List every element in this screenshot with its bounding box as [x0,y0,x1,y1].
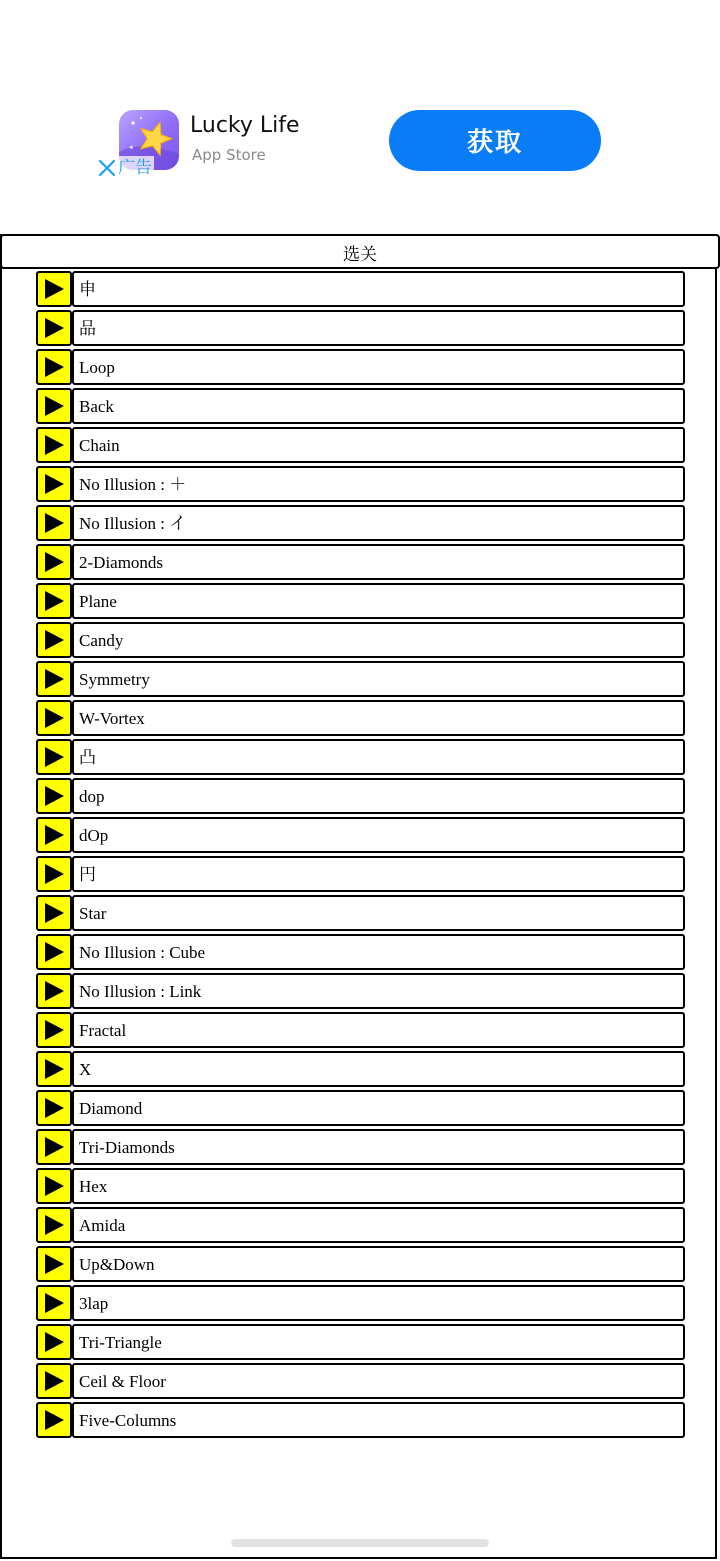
level-name-box[interactable] [72,1012,685,1048]
play-button[interactable] [36,934,72,970]
level-row [36,856,685,892]
level-name: Diamond [79,1098,143,1118]
level-name-box[interactable] [72,661,685,697]
level-name-box[interactable] [72,934,685,970]
level-row [36,1363,685,1399]
level-name-box[interactable] [72,349,685,385]
ad-app-name[interactable]: Lucky Life [190,113,300,138]
level-row [36,1246,685,1282]
level-row [36,1324,685,1360]
level-name-box[interactable] [72,778,685,814]
play-button[interactable] [36,700,72,736]
level-name-box[interactable] [72,1090,685,1126]
level-row [36,583,685,619]
play-button[interactable] [36,1129,72,1165]
level-name: No Illusion : Cube [79,942,206,962]
play-button[interactable] [36,1168,72,1204]
ad-label: 广告 [118,158,152,178]
level-name: X [79,1059,92,1079]
level-name: No Illusion : イ [79,513,187,533]
level-name-box[interactable] [72,505,685,541]
level-name-box[interactable] [72,271,685,307]
level-row [36,700,685,736]
play-button[interactable] [36,778,72,814]
ad-close-button[interactable] [96,156,154,180]
level-name: No Illusion : ＋ [79,474,187,494]
level-name: Fractal [79,1020,127,1040]
level-name: No Illusion : Link [79,981,202,1001]
level-name: 2-Diamonds [79,552,164,572]
level-name: Plane [79,591,117,611]
level-row [36,388,685,424]
level-row [36,895,685,931]
level-name-box[interactable] [72,583,685,619]
level-row [36,739,685,775]
level-name: dop [79,786,105,806]
play-button[interactable] [36,1207,72,1243]
play-button[interactable] [36,1324,72,1360]
play-icon [43,434,65,456]
play-button[interactable] [36,544,72,580]
play-icon [43,1058,65,1080]
level-name: Symmetry [79,669,150,689]
level-row [36,973,685,1009]
play-button[interactable] [36,271,72,307]
play-icon [43,863,65,885]
level-name-box[interactable] [72,1207,685,1243]
level-row [36,1012,685,1048]
level-row [36,1129,685,1165]
play-icon [43,590,65,612]
level-name-box[interactable] [72,1402,685,1438]
play-button[interactable] [36,1285,72,1321]
level-row [36,661,685,697]
play-icon [43,1370,65,1392]
play-button[interactable] [36,661,72,697]
play-icon [43,746,65,768]
level-name: 凸 [79,747,96,767]
play-icon [43,1331,65,1353]
play-icon [43,1097,65,1119]
level-name-box[interactable] [72,1324,685,1360]
play-icon [43,668,65,690]
play-button[interactable] [36,856,72,892]
level-row [36,1051,685,1087]
play-button[interactable] [36,622,72,658]
play-icon [43,824,65,846]
play-button[interactable] [36,895,72,931]
level-name-box[interactable] [72,1246,685,1282]
level-name-box[interactable] [72,1285,685,1321]
level-name-box[interactable] [72,856,685,892]
play-icon [43,707,65,729]
level-name-box[interactable] [72,310,685,346]
play-button[interactable] [36,505,72,541]
level-row [36,622,685,658]
level-row [36,1207,685,1243]
level-name-box[interactable] [72,817,685,853]
level-name-box[interactable] [72,1168,685,1204]
level-name: dOp [79,825,109,845]
play-button[interactable] [36,973,72,1009]
play-icon [43,1253,65,1275]
level-name: Star [79,903,107,923]
play-button[interactable] [36,310,72,346]
level-row [36,778,685,814]
level-row [36,349,685,385]
level-name: 申 [79,279,96,299]
play-icon [43,356,65,378]
level-row [36,817,685,853]
level-name-box[interactable] [72,427,685,463]
play-button[interactable] [36,466,72,502]
home-indicator[interactable] [231,1539,489,1547]
play-icon [43,980,65,1002]
level-name-box[interactable] [72,1129,685,1165]
play-icon [43,941,65,963]
level-name: Hex [79,1176,108,1196]
level-name: Ceil & Floor [79,1371,166,1391]
panel-title: 选关 [343,245,377,265]
level-row [36,505,685,541]
level-name-box[interactable] [72,1051,685,1087]
close-icon [98,159,116,177]
level-name: Tri-Triangle [79,1332,162,1352]
level-name-box[interactable] [72,1363,685,1399]
level-row [36,427,685,463]
level-name-box[interactable] [72,544,685,580]
level-name: Amida [79,1215,126,1235]
level-name: Loop [79,357,115,377]
level-name: Five-Columns [79,1410,177,1430]
level-name: 3lap [79,1293,109,1313]
play-button[interactable] [36,1012,72,1048]
panel-header [0,234,720,269]
play-button[interactable] [36,427,72,463]
play-icon [43,317,65,339]
level-row [36,466,685,502]
ad-store-label: App Store [192,146,266,164]
level-name-box[interactable] [72,622,685,658]
level-name: Up&Down [79,1254,155,1274]
play-button[interactable] [36,1051,72,1087]
play-icon [43,902,65,924]
level-name-box[interactable] [72,973,685,1009]
play-button[interactable] [36,1246,72,1282]
play-icon [43,1292,65,1314]
play-icon [43,1409,65,1431]
play-button[interactable] [36,388,72,424]
level-list [36,271,685,1441]
play-icon [43,785,65,807]
play-icon [43,1214,65,1236]
play-button[interactable] [36,739,72,775]
level-row [36,934,685,970]
play-button[interactable] [36,1363,72,1399]
play-icon [43,551,65,573]
get-app-button[interactable]: 获取 [389,110,601,171]
level-name: Tri-Diamonds [79,1137,175,1157]
level-name: Candy [79,630,124,650]
level-row [36,1402,685,1438]
play-icon [43,512,65,534]
play-icon [43,473,65,495]
ad-banner[interactable] [0,0,720,234]
level-name-box[interactable] [72,466,685,502]
play-button[interactable] [36,1090,72,1126]
level-name: 品 [79,318,96,338]
level-row [36,1285,685,1321]
play-icon [43,1136,65,1158]
level-row [36,271,685,307]
level-name-box[interactable] [72,388,685,424]
play-button[interactable] [36,1402,72,1438]
play-icon [43,1175,65,1197]
play-icon [43,1019,65,1041]
level-row [36,1168,685,1204]
level-name: Chain [79,435,120,455]
play-button[interactable] [36,583,72,619]
play-button[interactable] [36,817,72,853]
level-name-box[interactable] [72,895,685,931]
level-name: W-Vortex [79,708,145,728]
play-icon [43,629,65,651]
play-icon [43,395,65,417]
level-name: 円 [79,864,96,884]
level-row [36,1090,685,1126]
play-icon [43,278,65,300]
level-row [36,544,685,580]
play-button[interactable] [36,349,72,385]
level-name-box[interactable] [72,739,685,775]
level-name-box[interactable] [72,700,685,736]
level-row [36,310,685,346]
level-name: Back [79,396,114,416]
